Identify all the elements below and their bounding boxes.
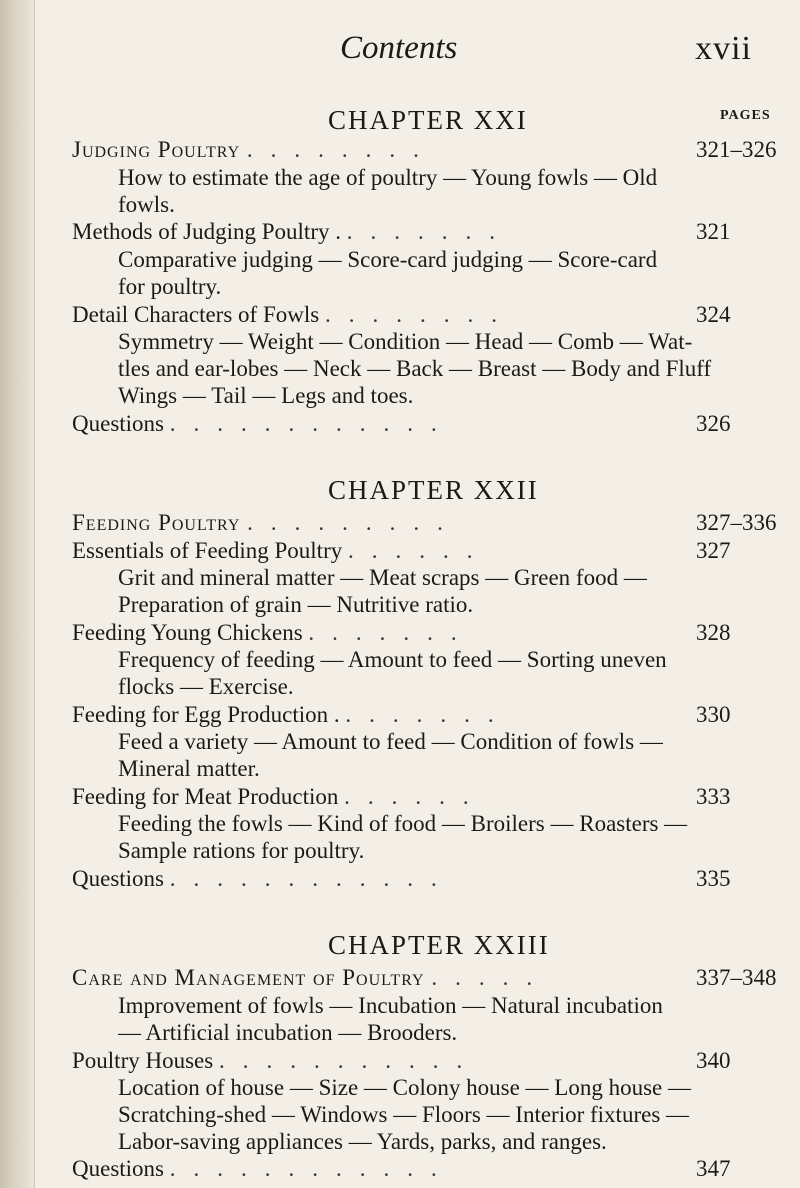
- chapter-xxi-head-pages: 321–326: [696, 137, 777, 162]
- toc-line: How to estimate the age of poultry — Young fowls — Old: [118, 165, 658, 190]
- running-head-title: Contents: [340, 30, 458, 66]
- toc-page: 326: [696, 411, 731, 436]
- toc-section: Detail Characters of Fowls ........: [72, 302, 515, 327]
- pages-heading: PAGES: [720, 108, 771, 123]
- toc-section: Questions ............: [72, 411, 455, 436]
- toc-line: Preparation of grain — Nutritive ratio.: [118, 592, 474, 617]
- toc-line: Feeding the fowls — Kind of food — Broilers — Roasters —: [118, 811, 688, 836]
- toc-line: — Artificial incubation — Brooders.: [118, 1020, 458, 1045]
- running-head-page-number: xvii: [695, 30, 752, 67]
- toc-section: Feeding for Meat Production ......: [72, 784, 487, 809]
- toc-line: Symmetry — Weight — Condition — Head — Comb — Wat-: [118, 329, 693, 354]
- toc-line: for poultry.: [118, 274, 222, 299]
- toc-section: Feeding Young Chickens .......: [72, 620, 475, 645]
- toc-line: Wings — Tail — Legs and toes.: [118, 383, 414, 408]
- chapter-xxiii-head: Care and Management of Poultry .....: [72, 965, 551, 990]
- toc-line: Location of house — Size — Colony house — Long house —: [118, 1075, 692, 1100]
- chapter-xxii-title: CHAPTER XXII: [328, 475, 539, 505]
- toc-line: Grit and mineral matter — Meat scraps — Green food —: [118, 565, 647, 590]
- toc-section: Essentials of Feeding Poultry ......: [72, 538, 491, 563]
- toc-section: Feeding for Egg Production . .......: [72, 702, 512, 727]
- toc-line: Comparative judging — Score-card judging — Score-card: [118, 247, 658, 272]
- toc-page: 321: [696, 219, 731, 244]
- toc-line: Feed a variety — Amount to feed — Condition of fowls —: [118, 729, 663, 754]
- toc-section: Methods of Judging Poultry . .......: [72, 219, 513, 244]
- toc-line: Scratching-shed — Windows — Floors — Interior fixtures —: [118, 1102, 690, 1127]
- toc-page: 340: [696, 1048, 731, 1073]
- chapter-xxii-head-pages: 327–336: [696, 510, 777, 535]
- chapter-xxiii-head-pages: 337–348: [696, 965, 777, 990]
- toc-line: flocks — Exercise.: [118, 674, 294, 699]
- toc-line: Labor-saving appliances — Yards, parks, and ranges.: [118, 1129, 607, 1154]
- toc-page: 327: [696, 538, 731, 563]
- toc-page: 328: [696, 620, 731, 645]
- toc-line: Mineral matter.: [118, 756, 260, 781]
- chapter-xxii-head: Feeding Poultry .........: [72, 510, 461, 535]
- toc-page: 335: [696, 866, 731, 891]
- toc-section: Questions ............: [72, 1156, 455, 1181]
- toc-page: 333: [696, 784, 731, 809]
- toc-section: Questions ............: [72, 866, 455, 891]
- page-binding-edge: [0, 0, 35, 1188]
- chapter-xxiii-title: CHAPTER XXIII: [328, 930, 550, 960]
- toc-page: 330: [696, 702, 731, 727]
- chapter-xxi-title: CHAPTER XXI: [328, 105, 528, 135]
- chapter-xxi-head: Judging Poultry ........: [72, 137, 437, 162]
- running-head: [0, 30, 800, 70]
- toc-line: fowls.: [118, 192, 175, 217]
- toc-section: Poultry Houses ...........: [72, 1048, 481, 1073]
- toc-line: tles and ear-lobes — Neck — Back — Breast — Body and Fluff: [118, 356, 712, 381]
- toc-page: 324: [696, 302, 731, 327]
- toc-line: Sample rations for poultry.: [118, 838, 365, 863]
- toc-line: Frequency of feeding — Amount to feed — Sorting uneven: [118, 647, 667, 672]
- toc-page: 347: [696, 1156, 731, 1181]
- toc-line: Improvement of fowls — Incubation — Natural incubation: [118, 993, 663, 1018]
